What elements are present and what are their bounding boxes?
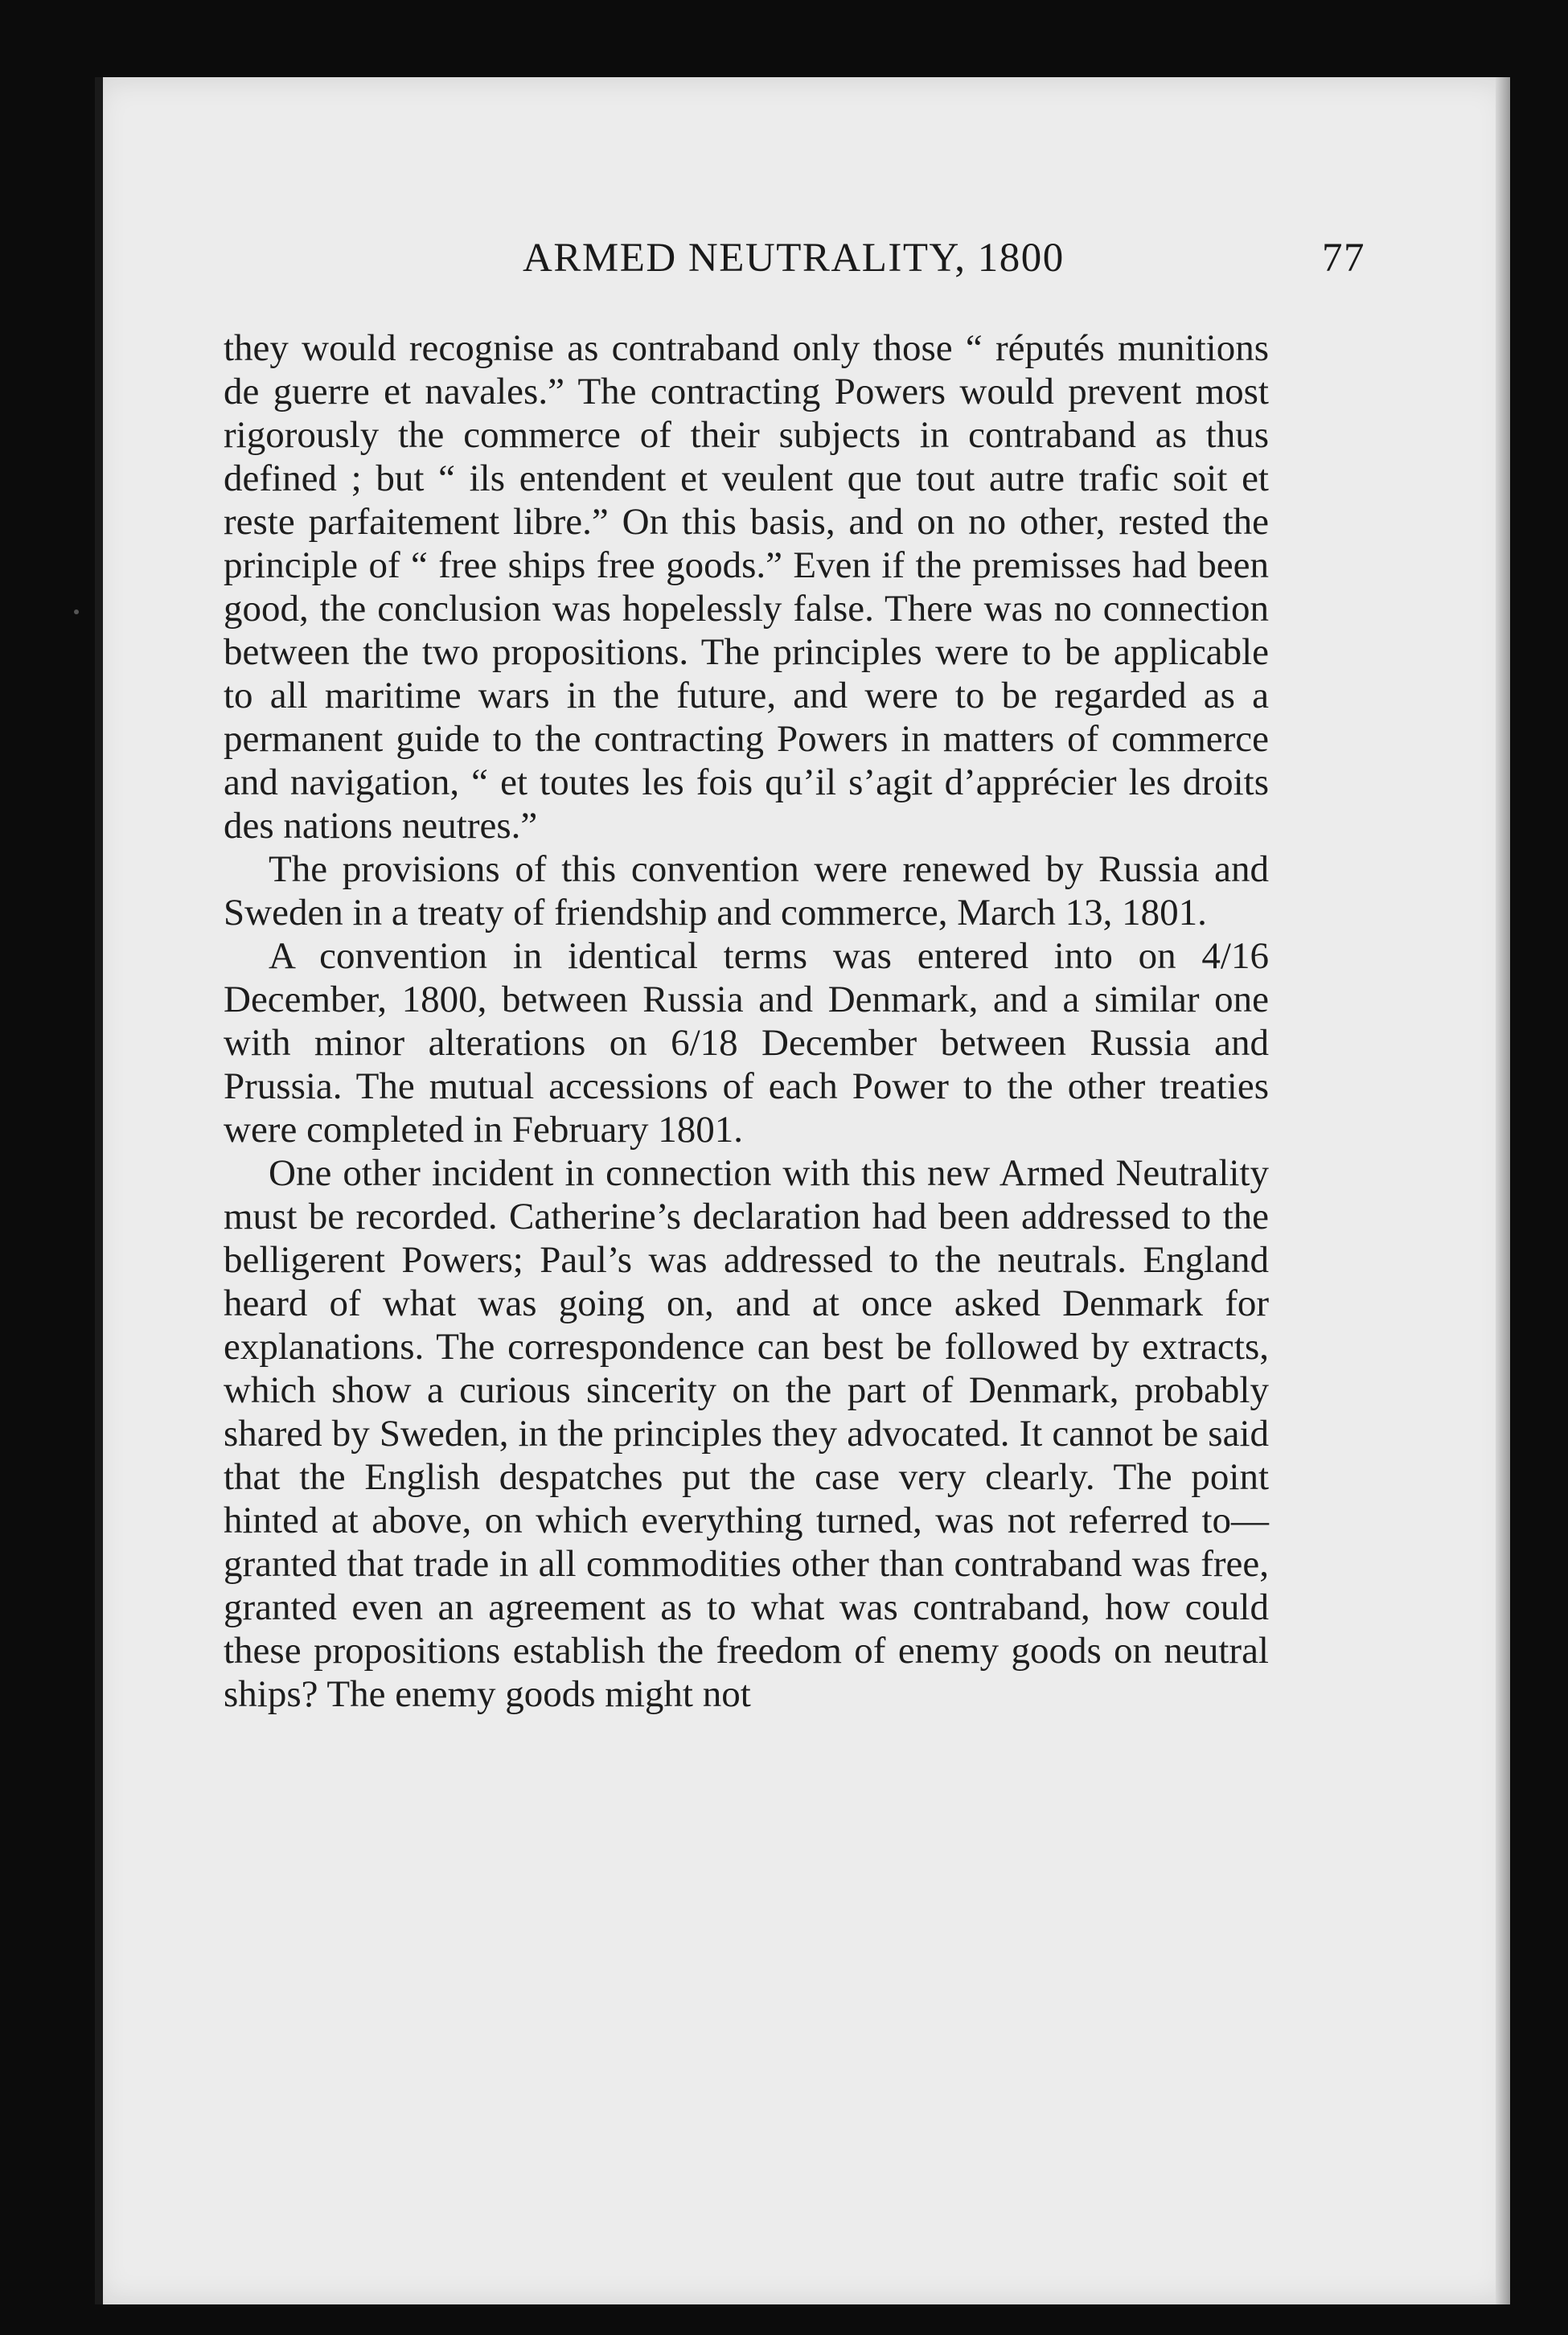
- running-head: [426, 235, 1365, 286]
- body-text: [224, 326, 1269, 1716]
- paragraph-incident: One other incident in connection with this new Armed Neutrality must be recorded. Catherine’s declaration had been addressed to the belligerent Powers; Paul’s was addressed to the neutrals. England heard of what was going on, and at once asked Denmark for explanations. The correspondence can best be followed by extracts, which show a curious sincerity on the part of Denmark, probably shared by Sweden, in the principles they advocated. It cannot be said that the English despatches put the case very clearly. The point hinted at above, on which everything turned, was not referred to—granted that trade in all commodities other than contraband was free, granted even an agreement as to what was contraband, how could these propositions establish the freedom of enemy goods on neutral ships? The enemy goods might not: [224, 1152, 1269, 1715]
- page-number: 77: [1322, 236, 1365, 281]
- margin-mark: [74, 609, 79, 614]
- page-edge: [1496, 77, 1510, 2304]
- binding-edge: [95, 77, 103, 2304]
- paragraph-continued: they would recognise as contraband only those “ réputés munitions de guerre et navales.” The contracting Powers would prevent most rigorously the commerce of their subjects in contraband as thus defined ; but “ ils entendent et veulent que tout autre trafic soit et reste parfaitement libre.” On this basis, and on no other, rested the principle of “ free ships free goods.” Even if the premisses had been good, the conclusion was hopelessly false. There was no connection between the two propositions. The principles were to be applicable to all maritime wars in the future, and were to be regarded as a permanent guide to the contracting Powers in matters of commerce and navigation, “ et toutes les fois qu’il s’agit d’apprécier les droits des nations neutres.”: [224, 327, 1269, 847]
- paragraph-russia-sweden: The provisions of this convention were renewed by Russia and Sweden in a treaty of friendship and commerce, March 13, 1801.: [224, 848, 1269, 934]
- running-title: ARMED NEUTRALITY, 1800: [523, 236, 1065, 281]
- book-page: [95, 77, 1510, 2304]
- paragraph-convention: A convention in identical terms was entered into on 4/16 December, 1800, between Russia and Denmark, and a similar one with minor alterations on 6/18 December between Russia and Prussia. The mutual accessions of each Power to the other treaties were completed in February 1801.: [224, 935, 1269, 1151]
